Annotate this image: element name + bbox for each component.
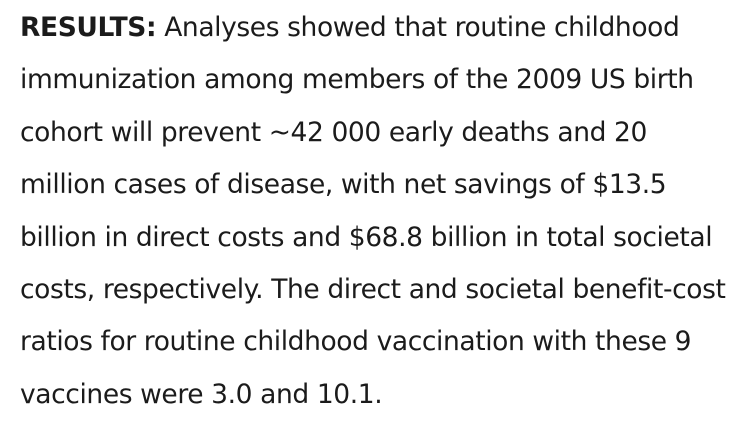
results-label: RESULTS: xyxy=(20,12,157,43)
results-line-6: costs, respectively. The direct and societal benefit-cost xyxy=(20,274,726,306)
results-line-1 xyxy=(20,2,740,54)
results-line-5: billion in direct costs and $68.8 billion in total societal xyxy=(20,221,713,253)
results-line-2: immunization among members of the 2009 US birth xyxy=(20,64,694,96)
results-line-7: ratios for routine childhood vaccination with these 9 xyxy=(20,326,692,358)
results-line-1-text: Analyses showed that routine childhood xyxy=(156,12,680,43)
results-line-4: million cases of disease, with net savings of $13.5 xyxy=(20,169,667,201)
results-line-8: vaccines were 3.0 and 10.1. xyxy=(20,378,383,410)
results-paragraph xyxy=(20,2,740,421)
results-line-3: cohort will prevent ~42 000 early deaths and 20 xyxy=(20,116,647,148)
